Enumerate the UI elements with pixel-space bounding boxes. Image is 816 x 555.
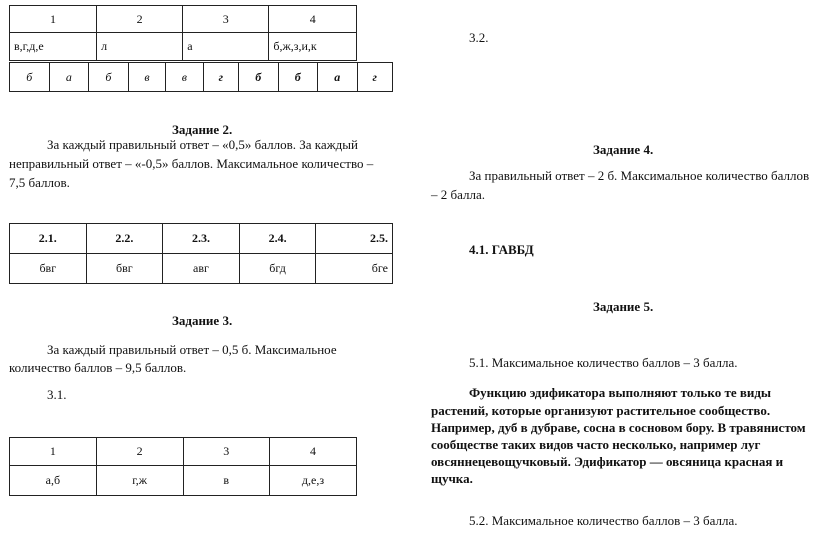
answer-table-3 [9,437,357,496]
table-cell: б [10,63,50,92]
task-4-title: Задание 4. [593,142,654,157]
answer-table-2 [9,223,393,284]
table-cell: а [183,33,269,61]
task-2-title: Задание 2. [172,122,233,137]
table-cell: г [203,63,238,92]
table-cell: б [239,63,279,92]
table-cell: 2.1. [10,224,87,254]
table-cell: 3 [183,438,269,466]
task-2-line-2: неправильный ответ – «-0,5» баллов. Максимальное количество – [9,156,374,171]
table-cell: 1 [10,6,97,33]
table-cell: г [357,63,392,92]
task-2-line-3: 7,5 баллов. [9,175,70,190]
table-cell: 4 [269,6,357,33]
task-3-subheading: 3.1. [47,387,67,402]
task-5-bold-line-2: растений, которые организуют растительное сообщество. [431,403,771,418]
task-4-answer: 4.1. ГАВБД [469,242,534,257]
task-3-line-1: За каждый правильный ответ – 0,5 б. Максимальное [47,342,337,357]
task-4-line-2: – 2 балла. [431,187,485,202]
task-5-bold-line-3: Например, дуб в дубраве, сосна в сосновом бору. В травянистом [431,420,806,435]
table-cell: б,ж,з,и,к [269,33,357,61]
table-cell: 2.2. [86,224,163,254]
table-cell: д,е,з [269,466,356,496]
table-cell: в [128,63,165,92]
table-cell: в,г,д,е [10,33,97,61]
answer-table-1 [9,5,357,61]
task-5-title: Задание 5. [593,299,654,314]
task-3-line-2: количество баллов – 9,5 баллов. [9,360,187,375]
task-4-line-1: За правильный ответ – 2 б. Максимальное количество баллов [469,168,810,183]
table-cell: б [278,63,318,92]
subheading-3-2: 3.2. [469,30,489,45]
table-cell: 2.4. [239,224,316,254]
table-cell: л [97,33,183,61]
table-cell: 1 [10,438,97,466]
task-5-bold-line-5: овсяннецевощучковый. Эдификатор — овсяница красная и [431,454,784,469]
task-5-1-text: 5.1. Максимальное количество баллов – 3 балла. [469,355,738,370]
table-cell: авг [163,254,240,284]
table-cell: 2 [96,438,183,466]
task-2-line-1: За каждый правильный ответ – «0,5» баллов. За каждый [47,137,358,152]
table-cell: бге [316,254,393,284]
table-cell: б [89,63,129,92]
letters-table [9,62,393,92]
table-cell: 3 [183,6,269,33]
task-5-bold-line-1: Функцию эдификатора выполняют только те виды [469,385,772,400]
table-cell: 4 [269,438,356,466]
task-5-2-text: 5.2. Максимальное количество баллов – 3 балла. [469,513,738,528]
table-cell: а,б [10,466,97,496]
table-cell: а [318,63,358,92]
table-cell: в [166,63,203,92]
task-5-bold-line-6: щучка. [431,471,473,486]
table-cell: бвг [10,254,87,284]
table-cell: в [183,466,269,496]
table-cell: бгд [239,254,316,284]
task-5-bold-line-4: сообществе таких видов часто несколько, например луг [431,437,761,452]
table-cell: 2 [97,6,183,33]
table-cell: г,ж [96,466,183,496]
table-cell: а [49,63,89,92]
table-cell: 2.3. [163,224,240,254]
task-3-title: Задание 3. [172,313,233,328]
table-cell: бвг [86,254,163,284]
table-cell: 2.5. [316,224,393,254]
